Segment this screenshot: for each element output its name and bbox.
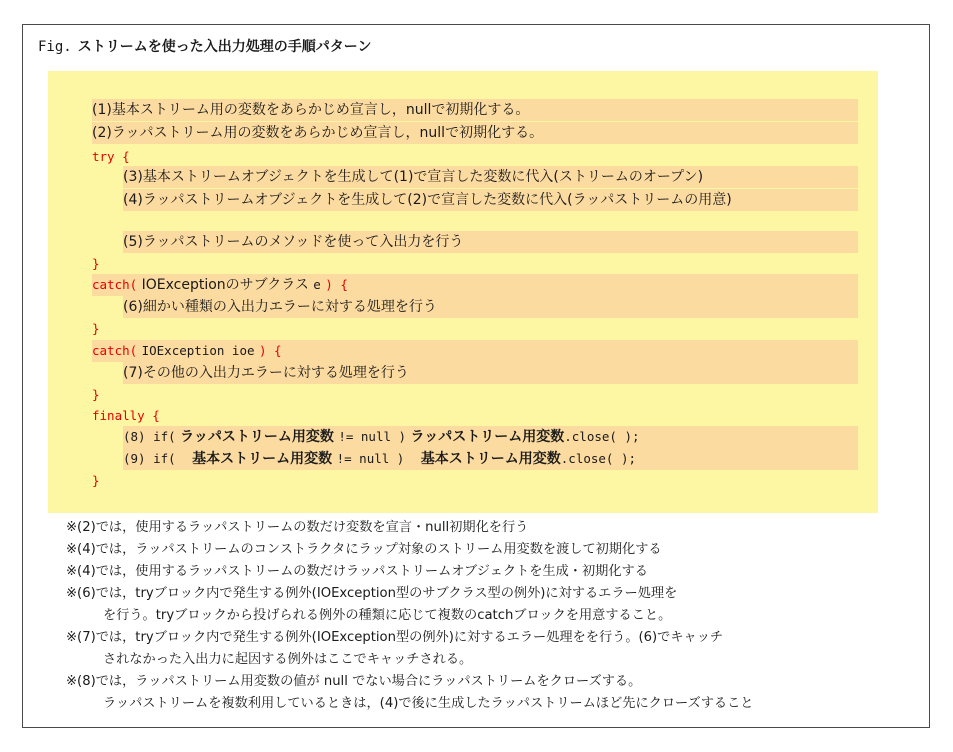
figure-label: Fig. xyxy=(38,39,72,55)
step-2-line xyxy=(92,122,858,144)
step-9-var-2: 基本ストリーム用変数 xyxy=(420,451,561,467)
step-8-condition: != null ) xyxy=(338,429,407,444)
catch-1-type: IOExceptionのサブクラス xyxy=(141,277,309,293)
finally-close-brace: } xyxy=(92,473,100,488)
catch-2-type: IOException ioe xyxy=(141,343,255,358)
step-3-text: (3)基本ストリームオブジェクトを生成して(1)で宣言した変数に代入(ストリームのオープン) xyxy=(123,169,704,185)
note-3: ※(4)では，使用するラッパストリームの数だけラッパストリームオブジェクトを生成・初期化する xyxy=(66,564,648,579)
catch-1-var: e xyxy=(313,277,321,292)
catch-2-close-brace: } xyxy=(92,387,100,402)
note-5: ※(7)では，tryブロック内で発生する例外(IOException型の例外)に対するエラー処理をを行う。(6)でキャッチ xyxy=(66,630,724,645)
step-5-text: (5)ラッパストリームのメソッドを使って入出力を行う xyxy=(123,234,464,250)
step-4-line xyxy=(123,189,858,211)
step-8-line xyxy=(123,426,858,448)
note-2: ※(4)では，ラッパストリームのコンストラクタにラップ対象のストリーム用変数を渡して初期化する xyxy=(66,542,662,557)
step-8-var-1: ラッパストリーム用変数 xyxy=(180,429,334,445)
figure-title xyxy=(38,36,371,56)
step-6-text: (6)細かい種類の入出力エラーに対する処理を行う xyxy=(123,299,437,315)
step-5-line xyxy=(123,231,858,253)
catch-1-close-brace: } xyxy=(92,321,100,336)
step-1-text: (1)基本ストリーム用の変数をあらかじめ宣言し，nullで初期化する。 xyxy=(92,102,530,118)
step-1-line xyxy=(92,99,858,121)
step-9-call: .close( ); xyxy=(560,451,637,466)
step-7-line xyxy=(123,362,858,384)
step-9-prefix: (9) if( xyxy=(123,451,176,466)
step-7-text: (7)その他の入出力エラーに対する処理を行う xyxy=(123,365,409,381)
step-6-line xyxy=(123,296,858,318)
step-4-text: (4)ラッパストリームオブジェクトを生成して(2)で宣言した変数に代入(ラッパストリームの用意) xyxy=(123,192,732,208)
note-1: ※(2)では，使用するラッパストリームの数だけ変数を宣言・null初期化を行う xyxy=(66,520,529,535)
step-8-var-2: ラッパストリーム用変数 xyxy=(410,429,565,445)
note-5-continued: されなかった入出力に起因する例外はここでキャッチされる。 xyxy=(103,652,473,667)
finally-open: finally { xyxy=(92,408,160,423)
note-4-continued: を行う。tryブロックから投げられる例外の種類に応じて複数のcatchブロックを用意すること。 xyxy=(103,608,672,623)
step-9-condition: != null ) xyxy=(336,451,405,466)
catch-2-end: ) { xyxy=(258,343,282,358)
step-3-line xyxy=(123,166,858,188)
catch-1-keyword: catch( xyxy=(92,277,138,292)
step-9-var-1: 基本ストリーム用変数 xyxy=(192,451,333,467)
try-open: try { xyxy=(92,149,130,164)
figure-title-text: ストリームを使った入出力処理の手順パターン xyxy=(77,39,372,55)
step-8-prefix: (8) if( xyxy=(123,429,176,444)
try-close-brace: } xyxy=(92,256,100,271)
catch-2-keyword: catch( xyxy=(92,343,138,358)
catch-1-line xyxy=(92,274,858,296)
note-6: ※(8)では，ラッパストリーム用変数の値が null でない場合にラッパストリームをクローズする。 xyxy=(66,674,642,689)
step-9-line xyxy=(123,448,858,470)
step-2-text: (2)ラッパストリーム用の変数をあらかじめ宣言し，nullで初期化する。 xyxy=(92,125,544,141)
catch-2-line xyxy=(92,340,858,362)
catch-1-end: ) { xyxy=(325,277,348,292)
step-8-call: .close( ); xyxy=(564,429,640,444)
note-4: ※(6)では，tryブロック内で発生する例外(IOException型のサブクラス型の例外)に対するエラー処理を xyxy=(66,586,678,601)
note-6-continued: ラッパストリームを複数利用しているときは，(4)で後に生成したラッパストリームほど先にクローズすること xyxy=(103,696,754,711)
